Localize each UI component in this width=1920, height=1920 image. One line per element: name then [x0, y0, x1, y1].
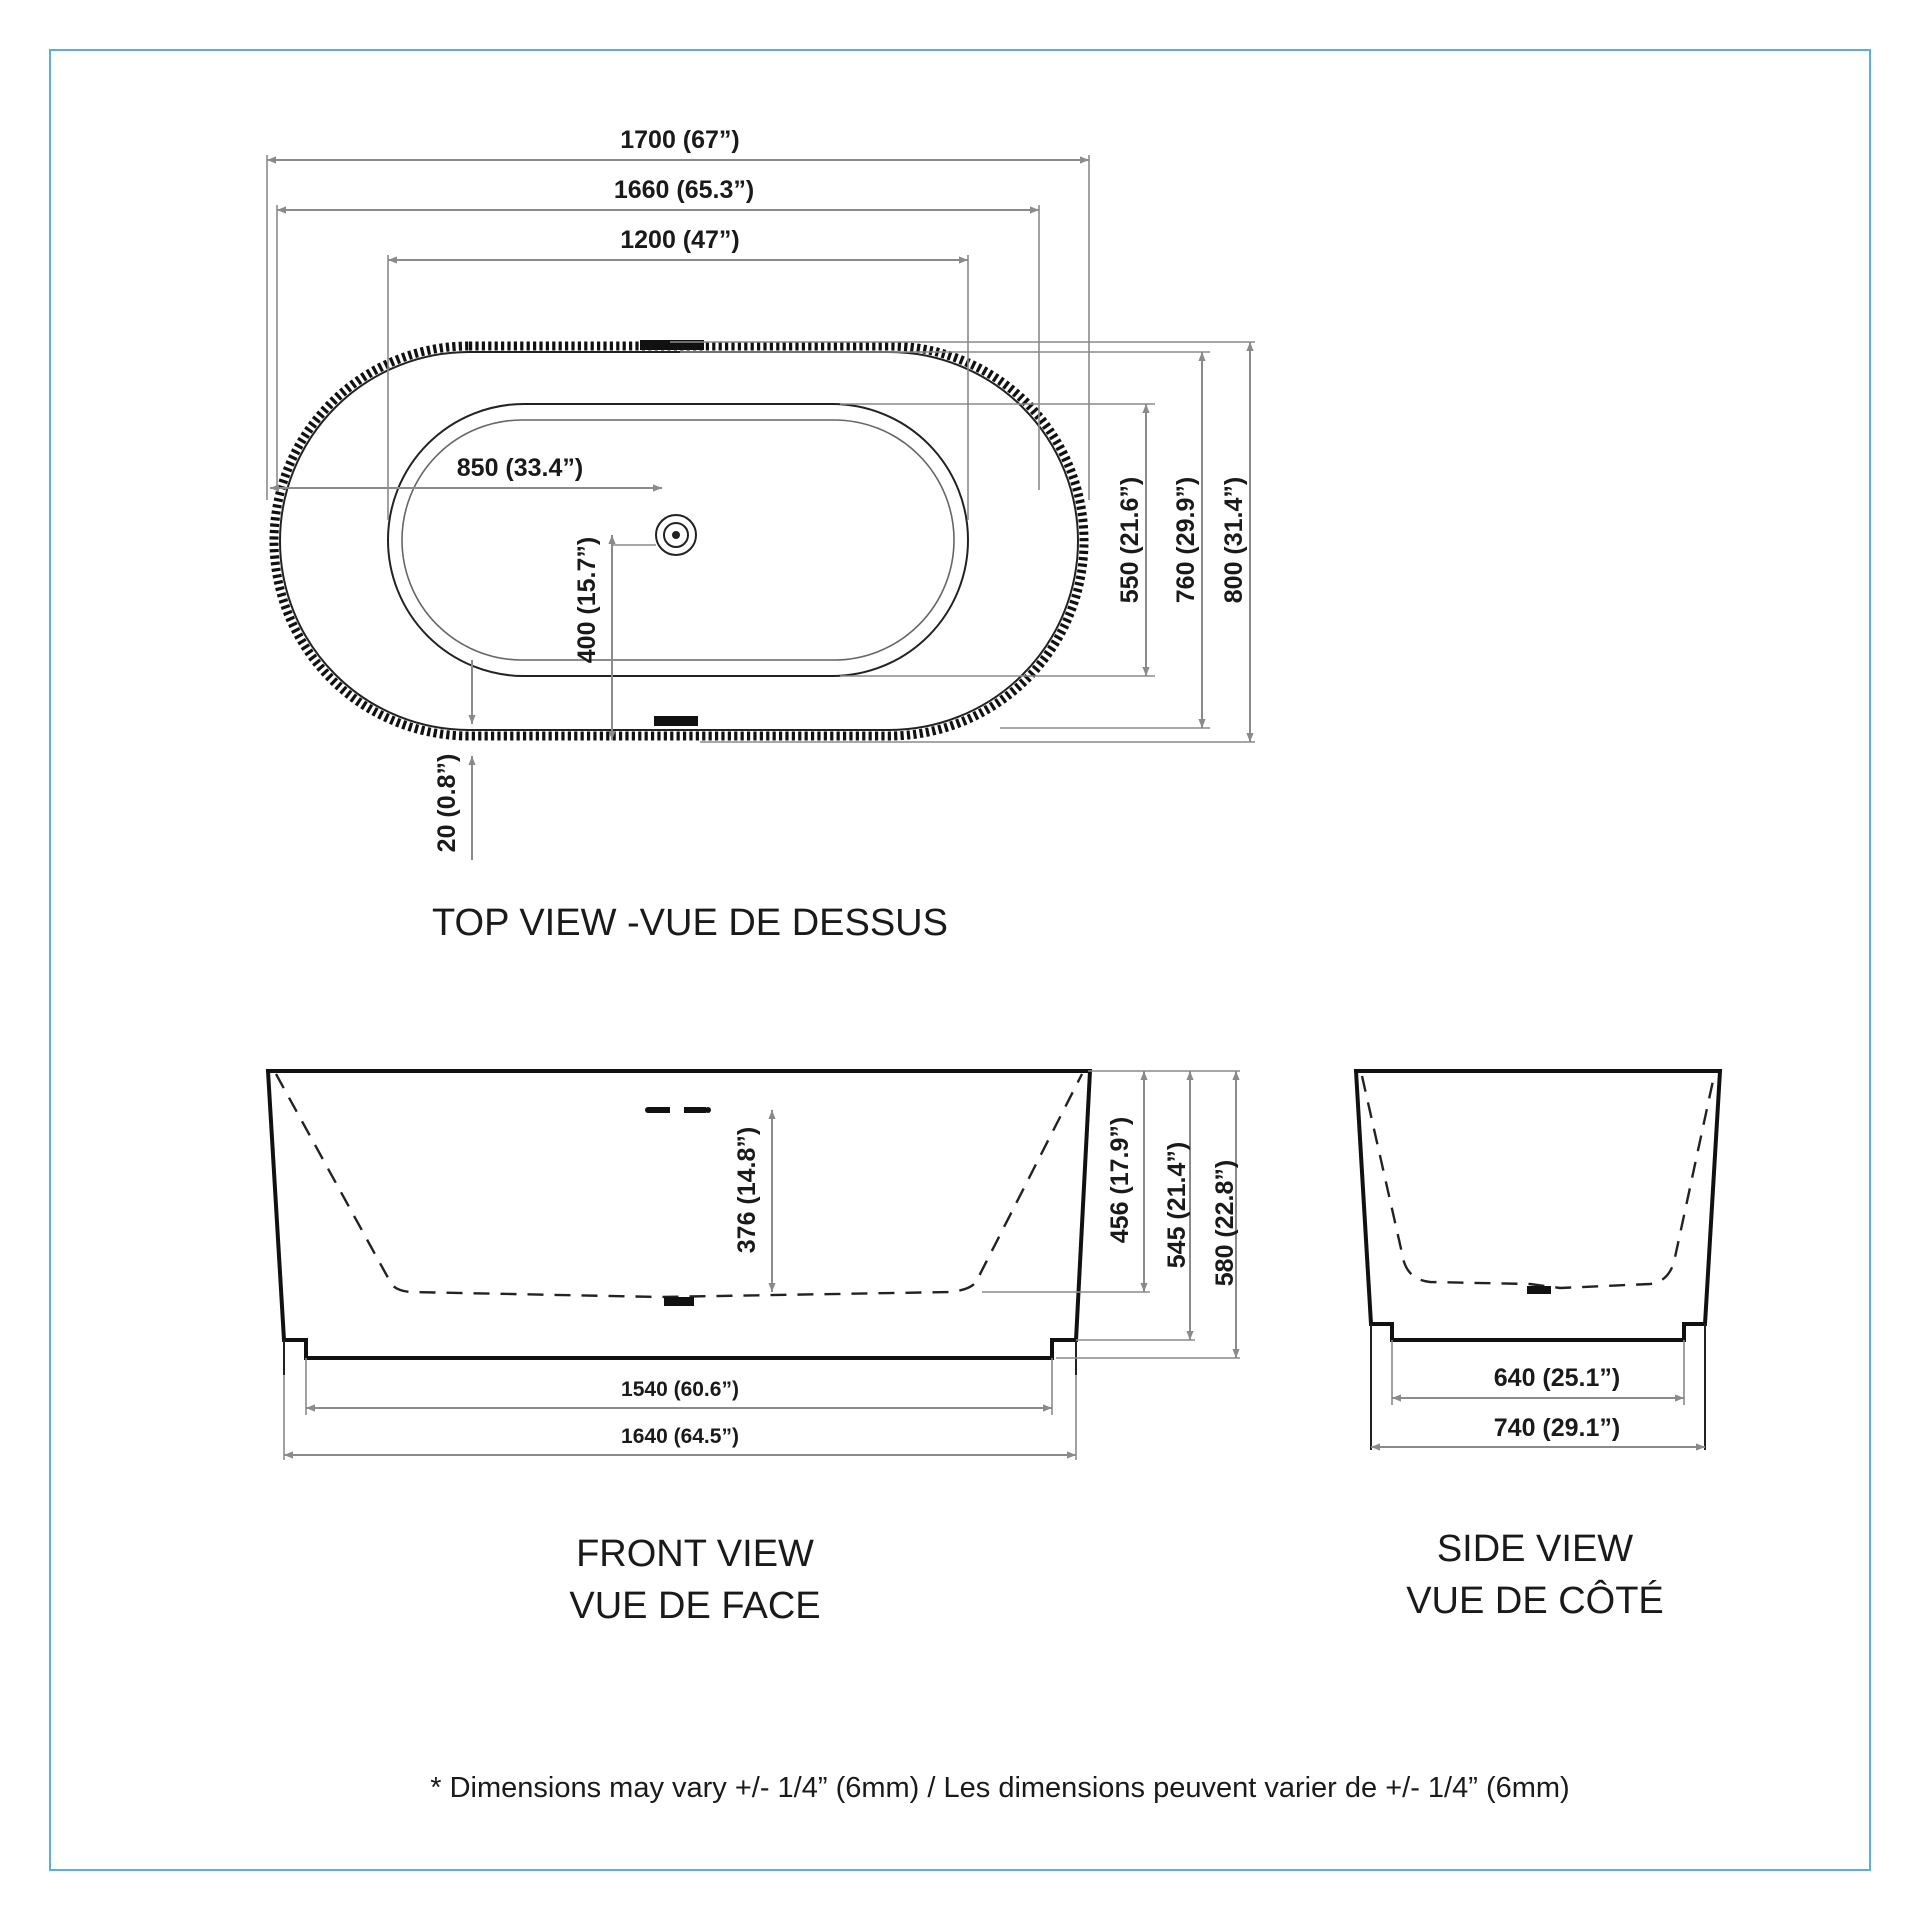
dim-base-width: 640 (25.1”)	[1493, 1364, 1621, 1392]
overflow-icon	[645, 1107, 711, 1113]
front-drain-marker	[664, 1297, 694, 1306]
dim-drain-offset: 850 (33.4”)	[456, 454, 584, 482]
side-drain-marker	[1527, 1286, 1551, 1294]
dim-body-width: 740 (29.1”)	[1493, 1414, 1621, 1442]
dim-rim-width: 760 (29.9”)	[1172, 476, 1200, 604]
side-view-caption-fr: VUE DE CÔTÉ	[1406, 1580, 1664, 1622]
dim-body-height: 545 (21.4”)	[1163, 1141, 1191, 1269]
dim-body-length: 1640 (64.5”)	[621, 1425, 739, 1448]
dim-inner-depth: 456 (17.9”)	[1106, 1116, 1134, 1244]
front-view-body	[268, 1071, 1090, 1358]
top-view	[267, 126, 1255, 944]
side-view-inner-basin	[1362, 1076, 1714, 1288]
tub-outer-rim	[280, 352, 1078, 730]
side-view-caption-en: SIDE VIEW	[1436, 1528, 1634, 1570]
drain-icon	[656, 515, 696, 555]
front-view-caption-en: FRONT VIEW	[576, 1533, 814, 1575]
dim-base-length: 1540 (60.6”)	[621, 1378, 739, 1401]
dim-basin-width: 550 (21.6”)	[1116, 476, 1144, 604]
dim-basin-length: 1200 (47”)	[620, 226, 740, 254]
dim-fluting-depth: 20 (0.8”)	[433, 753, 461, 853]
side-view	[1356, 1071, 1720, 1622]
tub-basin-outline	[388, 404, 968, 676]
dim-overflow-height: 376 (14.8”)	[733, 1126, 761, 1254]
dim-drain-from-edge: 400 (15.7”)	[573, 536, 601, 664]
top-view-caption: TOP VIEW -VUE DE DESSUS	[432, 902, 948, 944]
dim-rim-length: 1660 (65.3”)	[613, 176, 755, 204]
dim-overall-length: 1700 (67”)	[620, 126, 740, 154]
dimension-tolerance-note: * Dimensions may vary +/- 1/4” (6mm) / Les dimensions peuvent varier de +/- 1/4” (6mm)	[430, 1772, 1570, 1804]
dim-overall-width: 800 (31.4”)	[1220, 476, 1248, 604]
bottom-marker	[654, 716, 698, 726]
front-view	[268, 1071, 1240, 1627]
side-view-body	[1356, 1071, 1720, 1340]
dim-overall-height: 580 (22.8”)	[1211, 1159, 1239, 1287]
front-view-inner-basin	[276, 1074, 1082, 1297]
front-view-caption-fr: VUE DE FACE	[569, 1585, 821, 1627]
